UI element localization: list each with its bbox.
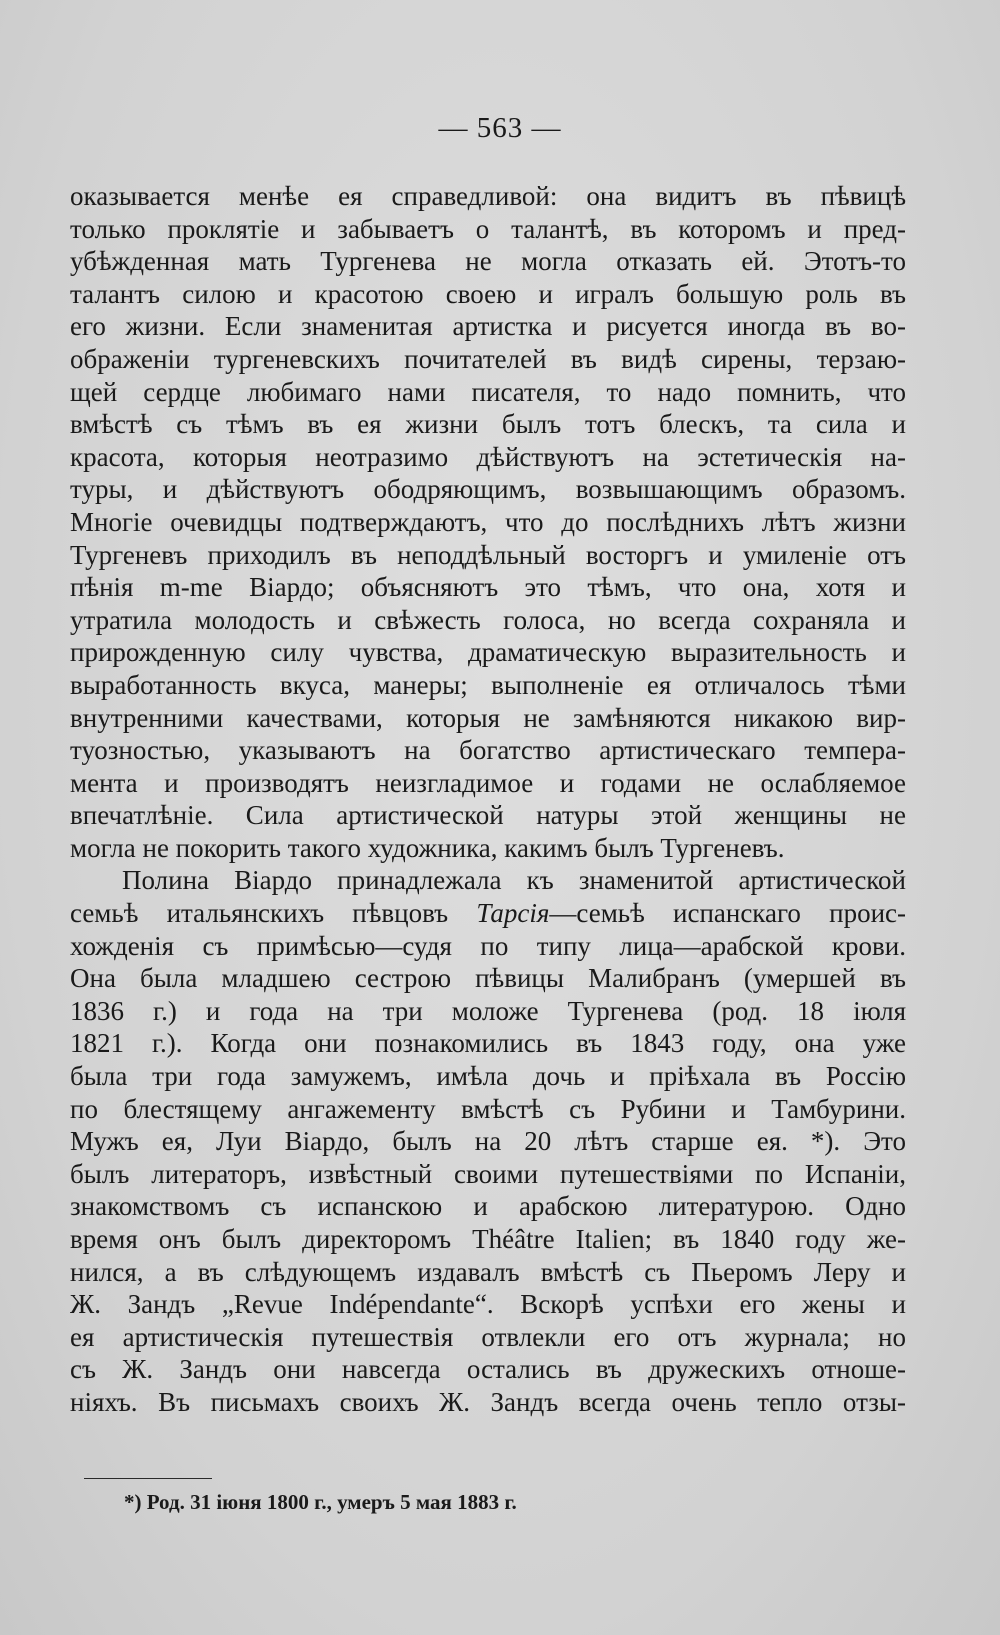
text-line: Тургеневъ приходилъ въ неподдѣльный восторгъ и умиленіе отъ (70, 539, 906, 570)
text-line: была три года замужемъ, имѣла дочь и пріѣхала въ Россію (70, 1061, 906, 1092)
text-line: знакомствомъ съ испанскою и арабскою литературою. Одно (70, 1191, 906, 1222)
italic-name: Тарсія (476, 898, 550, 929)
text-line: впечатлѣніе. Сила артистической натуры этой женщины не (70, 800, 906, 831)
text-line: оказывается менѣе ея справедливой: она видитъ въ пѣвицѣ (70, 181, 906, 211)
text-line: мента и производятъ неизгладимое и годами не ослабляемое (70, 767, 906, 798)
text-line: по блестящему ангажементу вмѣстѣ съ Рубини и Тамбурини. (70, 1093, 906, 1124)
text-line: выработанность вкуса, манеры; выполненіе ея отличалось тѣми (70, 669, 906, 700)
text-line: Ж. Зандъ „Revue Indépendante“. Вскорѣ успѣхи его жены и (70, 1289, 906, 1320)
text-line: ея артистическія путешествія отвлекли его отъ журнала; но (70, 1321, 906, 1352)
text-line: вмѣстѣ съ тѣмъ въ ея жизни былъ тотъ блескъ, та сила и (70, 409, 906, 440)
text-line: Многіе очевидцы подтверждаютъ, что до послѣднихъ лѣтъ жизни (70, 506, 906, 537)
text-line: 1836 г.) и года на три моложе Тургенева (род. 18 іюля (70, 995, 906, 1026)
text-line: Мужъ ея, Луи Віардо, былъ на 20 лѣтъ старше ея. *). Это (70, 1126, 906, 1157)
text-line-paragraph-start: Полина Віардо принадлежала къ знаменитой артистической (122, 865, 906, 896)
text-line: съ Ж. Зандъ они навсегда остались въ дружескихъ отноше- (70, 1354, 906, 1385)
text-line: убѣжденная мать Тургенева не могла отказать ей. Этотъ-то (70, 246, 906, 277)
text-line: нился, а въ слѣдующемъ издавалъ вмѣстѣ съ Пьеромъ Леру и (70, 1256, 906, 1287)
text-line: утратила молодость и свѣжесть голоса, но всегда сохраняла и (70, 604, 906, 635)
footnote: *) Род. 31 іюня 1800 г., умеръ 5 мая 1883 г. (124, 1490, 517, 1514)
text-line: внутренними качествами, которыя не замѣняются никакою вир- (70, 702, 906, 733)
text-line: 1821 г.). Когда они познакомились въ 1843 году, она уже (70, 1028, 906, 1059)
text-line: его жизни. Если знаменитая артистка и рисуется иногда въ во- (70, 311, 906, 342)
text-line: талантъ силою и красотою своею и игралъ большую роль въ (70, 278, 906, 309)
text-line: ніяхъ. Въ письмахъ своихъ Ж. Зандъ всегда очень тепло отзы- (70, 1386, 906, 1417)
body-text (70, 180, 906, 1419)
page-number: — 563 — (438, 112, 562, 144)
text-line: туозностью, указываютъ на богатство артистическаго темпера- (70, 735, 906, 766)
text-line: только проклятіе и забываетъ о талантѣ, въ которомъ и пред- (70, 213, 906, 244)
text-line: туры, и дѣйствуютъ ободряющимъ, возвышающимъ образомъ. (70, 474, 906, 505)
text-line: Она была младшею сестрою пѣвицы Малибранъ (умершей въ (70, 963, 906, 994)
text-line-paragraph-end: могла не покорить такого художника, какимъ былъ Тургеневъ. (70, 832, 785, 863)
footnote-divider (84, 1478, 212, 1479)
text-line: ображеніи тургеневскихъ почитателей въ видѣ сирены, терзаю- (70, 343, 906, 374)
text-line: красота, которыя неотразимо дѣйствуютъ на эстетическія на- (70, 441, 906, 472)
text-line: прирожденную силу чувства, драматическую выразительность и (70, 637, 906, 668)
text-line: былъ литераторъ, извѣстный своими путешествіями по Испаніи, (70, 1158, 906, 1189)
text-line: пѣнія m-me Віардо; объясняютъ это тѣмъ, что она, хотя и (70, 572, 906, 603)
text-line: хожденія съ примѣсью—судя по типу лица—арабской крови. (70, 930, 906, 961)
text-line: щей сердце любимаго нами писателя, то надо помнить, что (70, 376, 906, 407)
text-line: семьѣ итальянскихъ пѣвцовъ Тарсія—семьѣ испанскаго проис- (70, 898, 907, 929)
text-line: время онъ былъ директоромъ Théâtre Italien; въ 1840 году же- (70, 1224, 906, 1254)
